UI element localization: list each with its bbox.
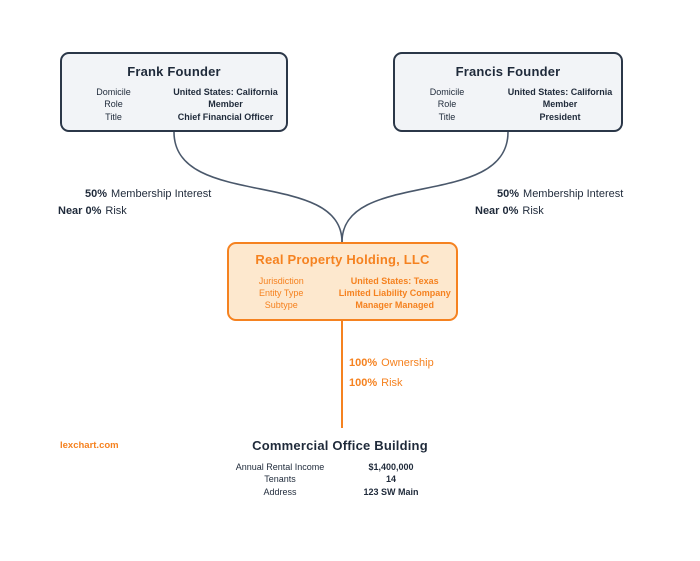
attribute-value: 14 [385,474,396,485]
node-frank-founder[interactable] [60,52,288,132]
edge-label-rest: Risk [522,205,544,217]
edge-label-strong: 50% [497,188,520,200]
edge-label-left-risk [58,204,127,218]
attribute-label: Title [438,111,456,122]
edge-label-ownership [349,356,434,370]
attribute-label: Address [263,486,297,497]
attribute-label: Domicile [96,87,131,97]
edge-label-rest: Risk [105,205,127,217]
attribute-value: Manager Managed [355,300,434,310]
edge-label-left-membership [85,187,211,201]
attribute-label: Annual Rental Income [235,462,325,472]
edge-label-strong: 100% [349,377,378,389]
node-francis-founder[interactable] [393,52,623,132]
node-attributes [205,461,427,498]
node-attributes [229,275,456,311]
attribute-label: Jurisdiction [258,276,304,286]
edge-label-ownership-risk [349,376,403,390]
edge-label-strong: Near 0% [58,205,102,217]
attribute-value: President [539,111,581,122]
node-title: Frank Founder [127,64,221,79]
node-attributes [62,86,286,123]
node-commercial-office-building[interactable] [190,438,490,498]
node-title: Real Property Holding, LLC [255,252,430,267]
attribute-value: Limited Liability Company [338,288,451,298]
attribute-value: United States: Texas [350,276,439,286]
attribute-value: Member [208,99,243,110]
edge-label-rest: Ownership [381,357,434,369]
node-title: Francis Founder [455,64,561,79]
edge-label-right-membership [497,187,623,201]
node-attributes [395,86,621,123]
attribute-label: Role [437,99,457,110]
attribute-label: Tenants [264,474,296,485]
edge-label-rest: Risk [381,377,403,389]
attribute-value: $1,400,000 [368,462,414,472]
attribute-label: Role [104,99,123,110]
edge-label-strong: Near 0% [475,205,519,217]
edge-label-right-risk [475,204,544,218]
lexchart-watermark-link[interactable]: lexchart.com [60,440,119,451]
attribute-label: Title [105,111,122,122]
attribute-label: Entity Type [259,288,304,298]
connector-francis-to-holding [342,132,508,242]
attribute-value: United States: California [507,87,613,97]
edge-label-rest: Membership Interest [523,188,624,200]
node-real-property-holding-llc[interactable] [227,242,458,321]
attribute-value: Chief Financial Officer [177,111,274,122]
edge-label-strong: 50% [85,188,108,200]
attribute-label: Subtype [264,300,298,310]
attribute-value: 123 SW Main [363,486,419,497]
attribute-value: United States: California [173,87,278,97]
node-title: Commercial Office Building [252,438,428,453]
attribute-value: Member [542,99,578,110]
edge-label-rest: Membership Interest [111,188,212,200]
edge-label-strong: 100% [349,357,378,369]
attribute-label: Domicile [429,87,465,97]
